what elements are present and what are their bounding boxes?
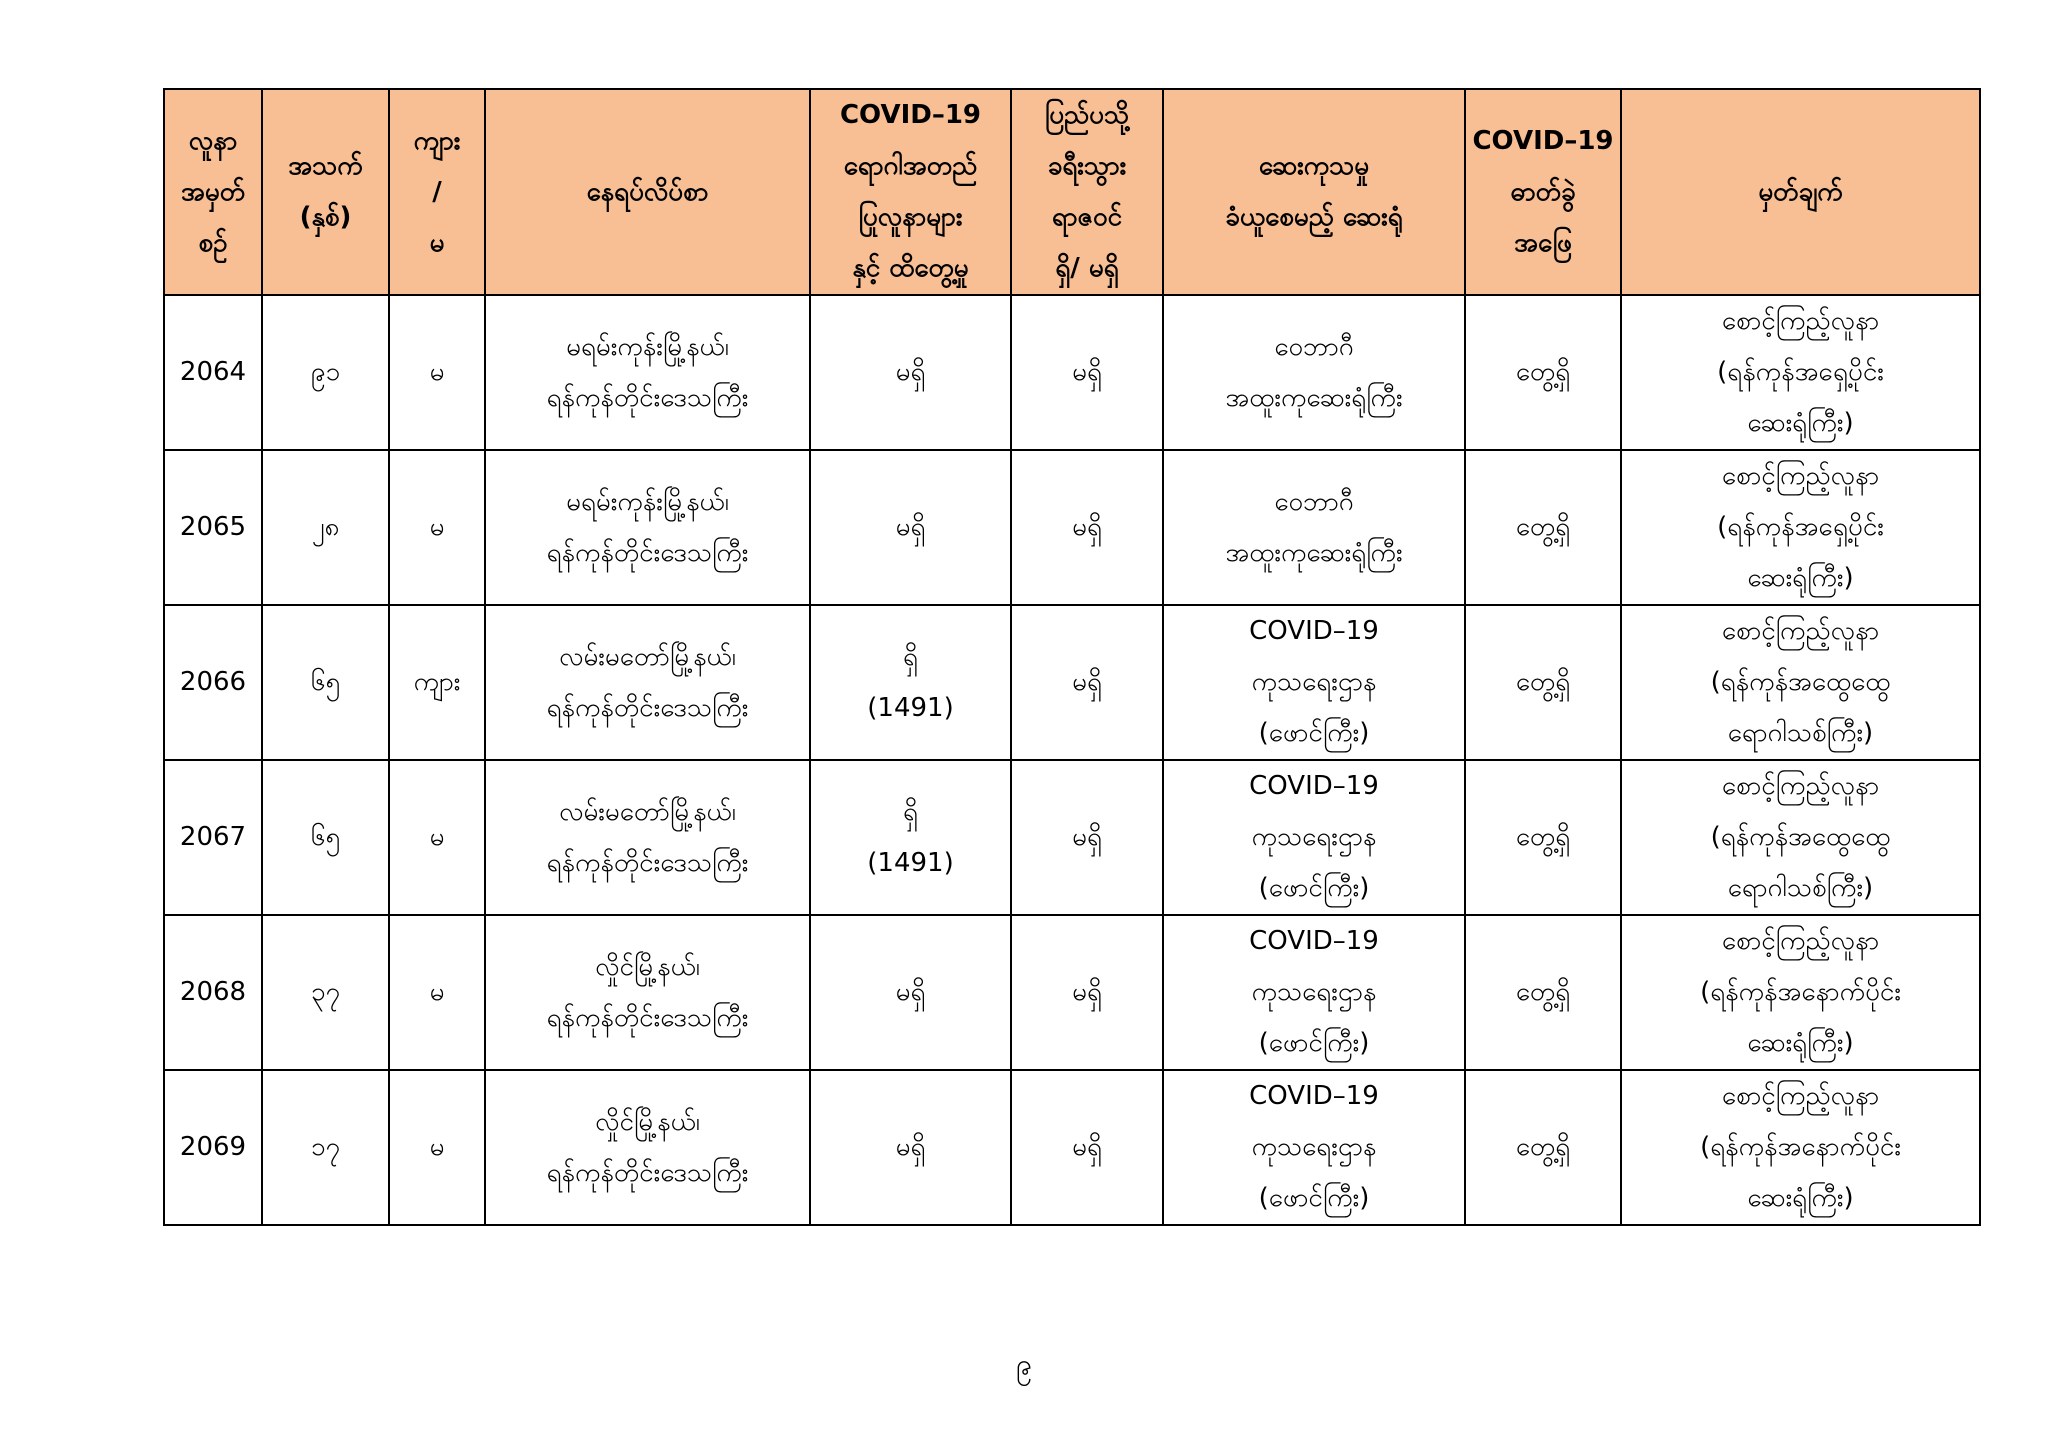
header-sex: ကျား / မ bbox=[389, 89, 485, 295]
covid-cases-table bbox=[163, 88, 1981, 1226]
cell-case-number: 2065 bbox=[164, 450, 262, 605]
header-age: အသက် (နှစ်) bbox=[262, 89, 389, 295]
table-row bbox=[164, 605, 1980, 760]
cell-age: ၆၅ bbox=[262, 605, 389, 760]
cell-lab-result: တွေ့ရှိ bbox=[1465, 1070, 1621, 1225]
cell-lab-result: တွေ့ရှိ bbox=[1465, 450, 1621, 605]
cell-address: လှိုင်မြို့နယ်၊ ရန်ကုန်တိုင်းဒေသကြီး bbox=[485, 1070, 810, 1225]
cell-travel-history: မရှိ bbox=[1011, 760, 1163, 915]
cell-sex: မ bbox=[389, 1070, 485, 1225]
cell-hospital: COVID–19 ကုသရေးဌာန (ဖောင်ကြီး) bbox=[1163, 760, 1465, 915]
header-case-number: လူနာ အမှတ် စဉ် bbox=[164, 89, 262, 295]
cell-contact: မရှိ bbox=[810, 1070, 1011, 1225]
table-header-row bbox=[164, 89, 1980, 295]
cell-age: ၂၈ bbox=[262, 450, 389, 605]
cell-contact: မရှိ bbox=[810, 915, 1011, 1070]
header-remark: မှတ်ချက် bbox=[1621, 89, 1980, 295]
header-address: နေရပ်လိပ်စာ bbox=[485, 89, 810, 295]
cell-case-number: 2064 bbox=[164, 295, 262, 450]
cell-age: ၃၇ bbox=[262, 915, 389, 1070]
cell-lab-result: တွေ့ရှိ bbox=[1465, 915, 1621, 1070]
cell-hospital: COVID–19 ကုသရေးဌာန (ဖောင်ကြီး) bbox=[1163, 605, 1465, 760]
cell-travel-history: မရှိ bbox=[1011, 450, 1163, 605]
table-row bbox=[164, 450, 1980, 605]
cell-sex: မ bbox=[389, 295, 485, 450]
cell-travel-history: မရှိ bbox=[1011, 605, 1163, 760]
cell-lab-result: တွေ့ရှိ bbox=[1465, 295, 1621, 450]
cell-travel-history: မရှိ bbox=[1011, 915, 1163, 1070]
cell-sex: ကျား bbox=[389, 605, 485, 760]
cell-sex: မ bbox=[389, 760, 485, 915]
header-contact: COVID–19 ရောဂါအတည် ပြုလူနာများ နှင့် ထိတွေ့မှု bbox=[810, 89, 1011, 295]
cell-contact: ရှိ (1491) bbox=[810, 605, 1011, 760]
cell-address: လမ်းမတော်မြို့နယ်၊ ရန်ကုန်တိုင်းဒေသကြီး bbox=[485, 605, 810, 760]
header-travel-history: ပြည်ပသို့ ခရီးသွား ရာဇဝင် ရှိ/ မရှိ bbox=[1011, 89, 1163, 295]
cell-travel-history: မရှိ bbox=[1011, 295, 1163, 450]
cell-contact: မရှိ bbox=[810, 450, 1011, 605]
cell-hospital: COVID–19 ကုသရေးဌာန (ဖောင်ကြီး) bbox=[1163, 915, 1465, 1070]
header-hospital: ဆေးကုသမှု ခံယူစေမည့် ဆေးရုံ bbox=[1163, 89, 1465, 295]
cell-lab-result: တွေ့ရှိ bbox=[1465, 760, 1621, 915]
cell-remark: စောင့်ကြည့်လူနာ (ရန်ကုန်အထွေထွေ ရောဂါသစ်ကြီး) bbox=[1621, 760, 1980, 915]
cell-case-number: 2067 bbox=[164, 760, 262, 915]
cell-contact: မရှိ bbox=[810, 295, 1011, 450]
cell-sex: မ bbox=[389, 450, 485, 605]
cell-hospital: COVID–19 ကုသရေးဌာန (ဖောင်ကြီး) bbox=[1163, 1070, 1465, 1225]
cell-case-number: 2068 bbox=[164, 915, 262, 1070]
page-number: ၉ bbox=[1016, 1348, 1032, 1381]
cell-lab-result: တွေ့ရှိ bbox=[1465, 605, 1621, 760]
cell-remark: စောင့်ကြည့်လူနာ (ရန်ကုန်အရှေ့ပိုင်း ဆေးရုံကြီး) bbox=[1621, 450, 1980, 605]
cell-sex: မ bbox=[389, 915, 485, 1070]
cell-contact: ရှိ (1491) bbox=[810, 760, 1011, 915]
cell-address: မရမ်းကုန်းမြို့နယ်၊ ရန်ကုန်တိုင်းဒေသကြီး bbox=[485, 450, 810, 605]
cell-remark: စောင့်ကြည့်လူနာ (ရန်ကုန်အရှေ့ပိုင်း ဆေးရုံကြီး) bbox=[1621, 295, 1980, 450]
table-row bbox=[164, 760, 1980, 915]
cell-case-number: 2066 bbox=[164, 605, 262, 760]
table-row bbox=[164, 1070, 1980, 1225]
cell-age: ၉၁ bbox=[262, 295, 389, 450]
cell-age: ၁၇ bbox=[262, 1070, 389, 1225]
cell-address: လမ်းမတော်မြို့နယ်၊ ရန်ကုန်တိုင်းဒေသကြီး bbox=[485, 760, 810, 915]
cell-case-number: 2069 bbox=[164, 1070, 262, 1225]
cell-remark: စောင့်ကြည့်လူနာ (ရန်ကုန်အနောက်ပိုင်း ဆေးရုံကြီး) bbox=[1621, 915, 1980, 1070]
cell-age: ၆၅ bbox=[262, 760, 389, 915]
table-row bbox=[164, 295, 1980, 450]
cell-address: လှိုင်မြို့နယ်၊ ရန်ကုန်တိုင်းဒေသကြီး bbox=[485, 915, 810, 1070]
cell-hospital: ဝေဘာဂီ အထူးကုဆေးရုံကြီး bbox=[1163, 295, 1465, 450]
cell-address: မရမ်းကုန်းမြို့နယ်၊ ရန်ကုန်တိုင်းဒေသကြီး bbox=[485, 295, 810, 450]
cell-remark: စောင့်ကြည့်လူနာ (ရန်ကုန်အထွေထွေ ရောဂါသစ်ကြီး) bbox=[1621, 605, 1980, 760]
cell-travel-history: မရှိ bbox=[1011, 1070, 1163, 1225]
header-lab-result: COVID–19 ဓာတ်ခွဲ အဖြေ bbox=[1465, 89, 1621, 295]
cell-hospital: ဝေဘာဂီ အထူးကုဆေးရုံကြီး bbox=[1163, 450, 1465, 605]
cell-remark: စောင့်ကြည့်လူနာ (ရန်ကုန်အနောက်ပိုင်း ဆေးရုံကြီး) bbox=[1621, 1070, 1980, 1225]
table-row bbox=[164, 915, 1980, 1070]
